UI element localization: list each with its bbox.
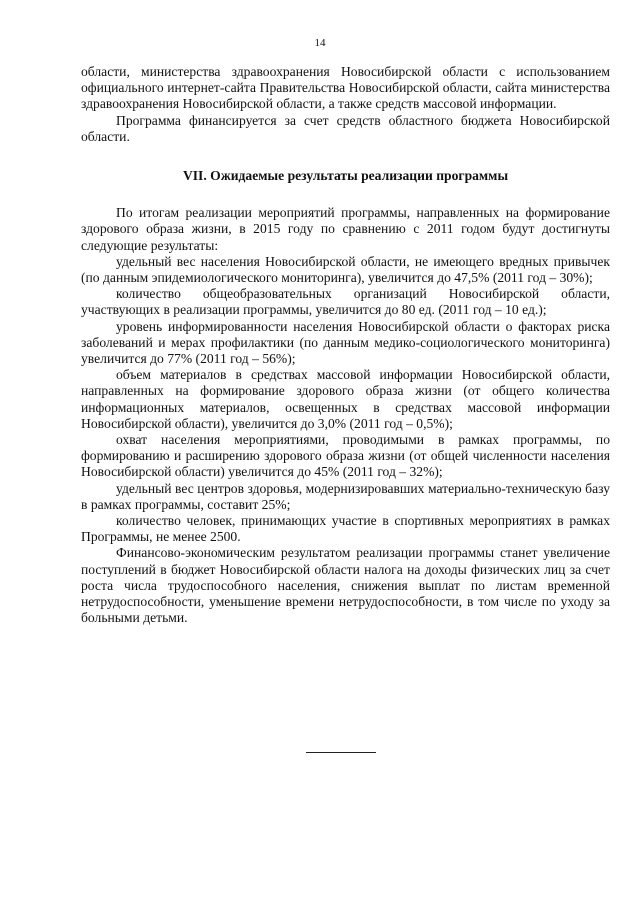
list-item: уровень информированности населения Новосибирской области о факторах риска заболеваний и мерах профилактики (по данным медико-социологического мониторинга) увеличится до 77% (2011 год – 56%); [81,318,610,367]
section-heading: VII. Ожидаемые результаты реализации программы [182,168,509,184]
paragraph: области, министерства здравоохранения Новосибирской области с использованием официального интернет-сайта Правительства Новосибирской области, сайта министерства здравоохранения Новосибирской области, а также средств массовой информации. [81,64,610,112]
list-item: объем материалов в средствах массовой информации Новосибирской области, направленных на формирование здорового образа жизни (от общего количества информационных материалов, освещенных в средствах массовой информации Новосибирской области), увеличится до 3,0% (2011 год – 0,5%); [81,367,610,431]
document-body [81,64,610,627]
page-number: 14 [314,37,326,49]
paragraph: Финансово-экономическим результатом реализации программы станет увеличение поступлений в бюджет Новосибирской области налога на доходы физических лиц за счет роста числа трудоспособного населения, снижения выплат по листам временной нетрудоспособности, уменьшение времени нетрудоспособности, в том числе по уходу за больными детьми. [81,545,610,626]
paragraph: По итогам реализации мероприятий программы, направленных на формирование здорового образа жизни, в 2015 году по сравнению с 2011 годом будут достигнуты следующие результаты: [81,205,610,253]
end-divider [306,752,376,753]
list-item: охват населения мероприятиями, проводимыми в рамках программы, по формированию и расширению здорового образа жизни (от общей численности населения Новосибирской области) увеличится до 45% (2011 год – 32%); [81,432,610,480]
list-item: количество общеобразовательных организаций Новосибирской области, участвующих в реализации программы, увеличится до 80 ед. (2011 год – 10 ед.); [81,286,610,318]
list-item: удельный вес населения Новосибирской области, не имеющего вредных привычек (по данным эпидемиологического мониторинга), увеличится до 47,5% (2011 год – 30%); [81,253,610,286]
paragraph: Программа финансируется за счет средств областного бюджета Новосибирской области. [81,112,610,144]
list-item: удельный вес центров здоровья, модернизировавших материально-техническую базу в рамках программы, составит 25%; [81,480,610,512]
list-item: количество человек, принимающих участие в спортивных мероприятиях в рамках Программы, не менее 2500. [81,513,610,545]
